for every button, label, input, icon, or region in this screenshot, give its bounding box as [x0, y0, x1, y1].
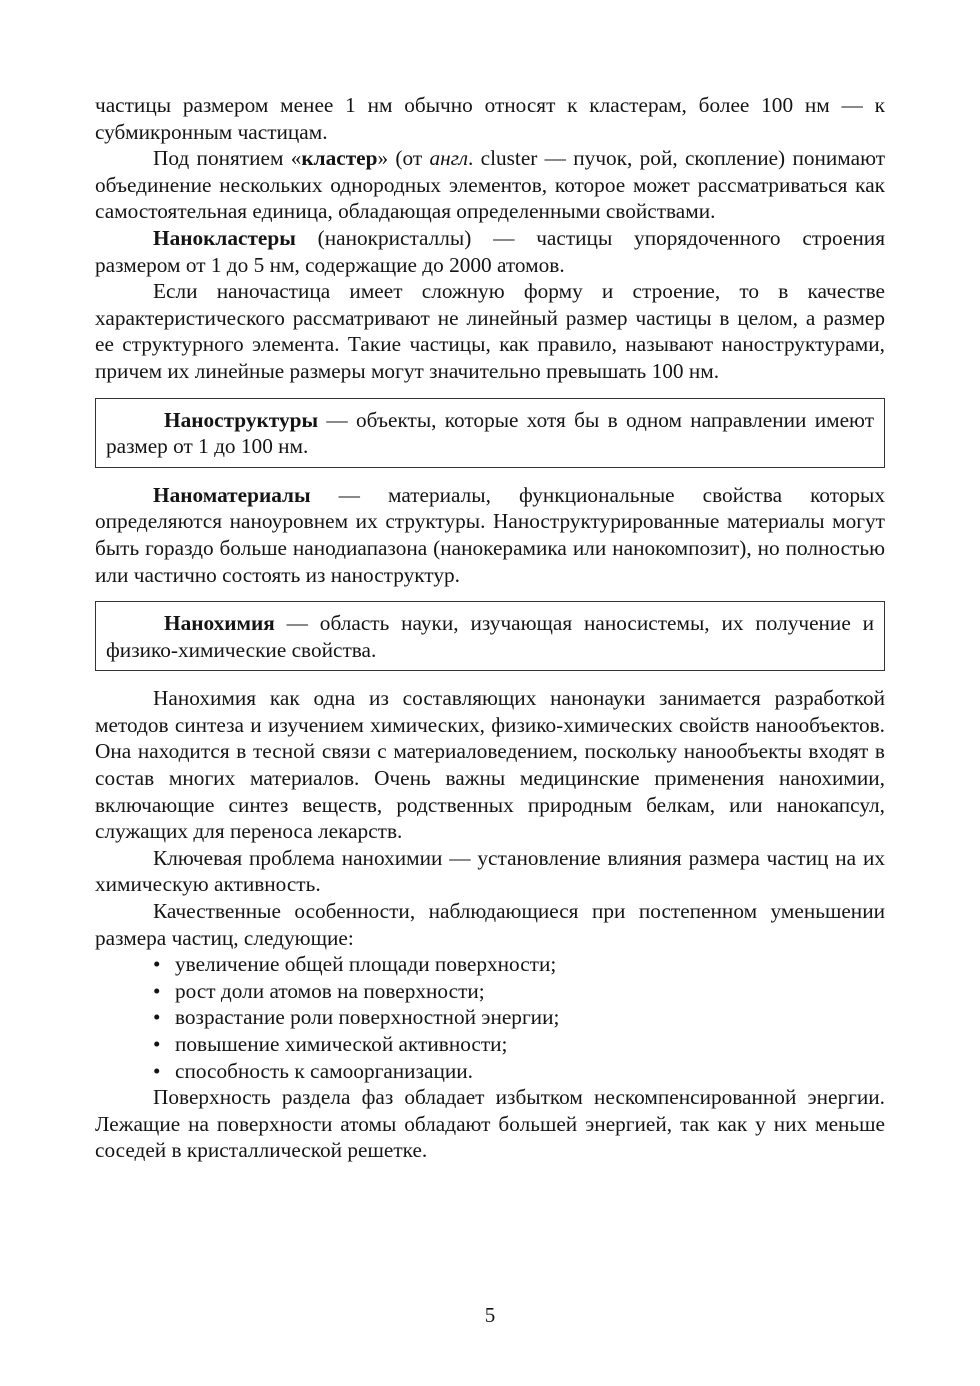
term-nanomaterials: Наноматериалы	[153, 482, 311, 507]
abbr-english: англ	[429, 146, 468, 171]
term-nanoclusters: Нанокластеры	[153, 225, 296, 250]
paragraph-qualitative-features: Качественные особенности, наблюдающиеся при постепенном уменьшении размера частиц, следующие:	[95, 899, 885, 950]
term-nanochemistry: Нанохимия	[164, 611, 275, 636]
paragraph-nanomaterials: Наноматериалы — материалы, функциональные свойства которых определяются наноуровнем их структуры. Наноструктурированные материалы могут быть гораздо больше нанодиапазона (нанокерамика или нанокомпозит), но полностью или частично состоять из наноструктур.	[95, 482, 885, 587]
list-item: • возрастание роли поверхностной энергии;	[153, 1004, 885, 1031]
definition-box-nanostructures	[95, 398, 885, 468]
features-list	[95, 951, 885, 1084]
page-number: 5	[484, 1303, 496, 1327]
paragraph-nanoparticle-shape: Если наночастица имеет сложную форму и строение, то в качестве характеристического рассматривают не линейный размер частицы в целом, а размер ее структурного элемента. Такие частицы, как правило, называют наноструктурами, причем их линейные размеры могут значительно превышать 100 нм.	[95, 279, 885, 383]
paragraph-surface-energy: Поверхность раздела фаз обладает избытком нескомпенсированной энергии. Лежащие на поверхности атомы обладают большей энергией, так как у них меньше соседей в кристаллической решетке.	[95, 1085, 885, 1163]
list-item: • увеличение общей площади поверхности;	[153, 951, 885, 978]
definition-nanostructures: Наноструктуры — объекты, которые хотя бы в одном направлении имеют размер от 1 до 100 нм.	[106, 407, 874, 459]
paragraph-cluster-definition: Под понятием «кластер» (от англ. cluster — пучок, рой, скопление) понимают объединение нескольких однородных элементов, которое может рассматриваться как самостоятельная единица, обладающая определенными свойствами.	[95, 146, 886, 224]
page-body	[95, 92, 885, 1164]
list-item: • повышение химической активности;	[153, 1031, 885, 1058]
list-item: • способность к самоорганизации.	[153, 1058, 885, 1085]
paragraph-continuation: частицы размером менее 1 нм обычно относят к кластерам, более 100 нм — к субмикронным частицам.	[95, 93, 885, 144]
paragraph-key-problem: Ключевая проблема нанохимии — установление влияния размера частиц на их химическую активность.	[95, 845, 885, 897]
paragraph-nanochemistry-role: Нанохимия как одна из составляющих нанонауки занимается разработкой методов синтеза и изучением химических, физико-химических свойств нанообъектов. Она находится в тесной связи с материаловедением, поскольку нанообъекты входят в состав многих материалов. Очень важны медицинские применения нанохимии, включающие синтез веществ, родственных природным белкам, или нанокапсул, служащих для переноса лекарств.	[95, 686, 885, 844]
definition-box-nanochemistry	[95, 601, 885, 671]
term-nanostructures: Наноструктуры	[164, 407, 319, 432]
term-cluster: кластер	[301, 146, 378, 171]
paragraph-nanoclusters: Нанокластеры (нанокристаллы) — частицы упорядоченного строения размером от 1 до 5 нм, содержащие до 2000 атомов.	[95, 225, 885, 277]
definition-nanochemistry: Нанохимия — область науки, изучающая наносистемы, их получение и физико-химические свойства.	[106, 611, 874, 662]
list-item: • рост доли атомов на поверхности;	[153, 978, 885, 1005]
